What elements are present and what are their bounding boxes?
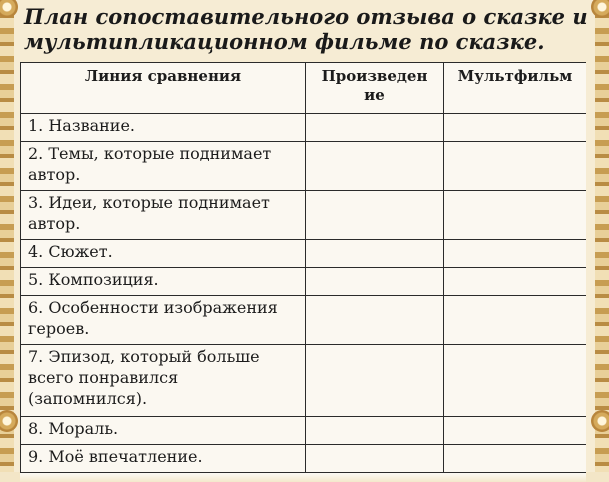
work-cell xyxy=(306,445,444,473)
table-row xyxy=(21,142,587,191)
table-row xyxy=(21,296,587,345)
table-row xyxy=(21,240,587,268)
cartoon-cell xyxy=(444,142,587,191)
row-label: 8. Мораль. xyxy=(21,417,306,445)
table-row xyxy=(21,114,587,142)
row-label: 7. Эпизод, который больше всего понравился (запомнился). xyxy=(21,345,306,417)
table-header-row xyxy=(21,63,587,114)
header-cartoon: Мультфильм xyxy=(444,63,587,114)
cartoon-cell xyxy=(444,268,587,296)
work-cell xyxy=(306,240,444,268)
header-work: Произведен ие xyxy=(306,63,444,114)
table-row xyxy=(21,191,587,240)
comparison-table-container xyxy=(20,62,586,482)
header-comparison-line: Линия сравнения xyxy=(21,63,306,114)
bottom-fade xyxy=(20,474,586,482)
ornament-icon xyxy=(591,410,609,432)
cartoon-cell xyxy=(444,240,587,268)
cartoon-cell xyxy=(444,296,587,345)
row-label: 4. Сюжет. xyxy=(21,240,306,268)
work-cell xyxy=(306,417,444,445)
cartoon-cell xyxy=(444,345,587,417)
row-label: 2. Темы, которые поднимает автор. xyxy=(21,142,306,191)
table-row xyxy=(21,345,587,417)
table-row xyxy=(21,417,587,445)
table-row xyxy=(21,268,587,296)
work-cell xyxy=(306,114,444,142)
row-label: 1. Название. xyxy=(21,114,306,142)
row-label: 9. Моё впечатление. xyxy=(21,445,306,473)
row-label: 3. Идеи, которые поднимает автор. xyxy=(21,191,306,240)
row-label: 5. Композиция. xyxy=(21,268,306,296)
row-label: 6. Особенности изображения героев. xyxy=(21,296,306,345)
cartoon-cell xyxy=(444,417,587,445)
comparison-table xyxy=(20,62,586,473)
cartoon-cell xyxy=(444,191,587,240)
work-cell xyxy=(306,345,444,417)
work-cell xyxy=(306,296,444,345)
cartoon-cell xyxy=(444,445,587,473)
cartoon-cell xyxy=(444,114,587,142)
table-row xyxy=(21,445,587,473)
work-cell xyxy=(306,191,444,240)
page-title: План сопоставительного отзыва о сказке и мультипликационном фильме по сказке. xyxy=(24,4,588,54)
work-cell xyxy=(306,142,444,191)
work-cell xyxy=(306,268,444,296)
